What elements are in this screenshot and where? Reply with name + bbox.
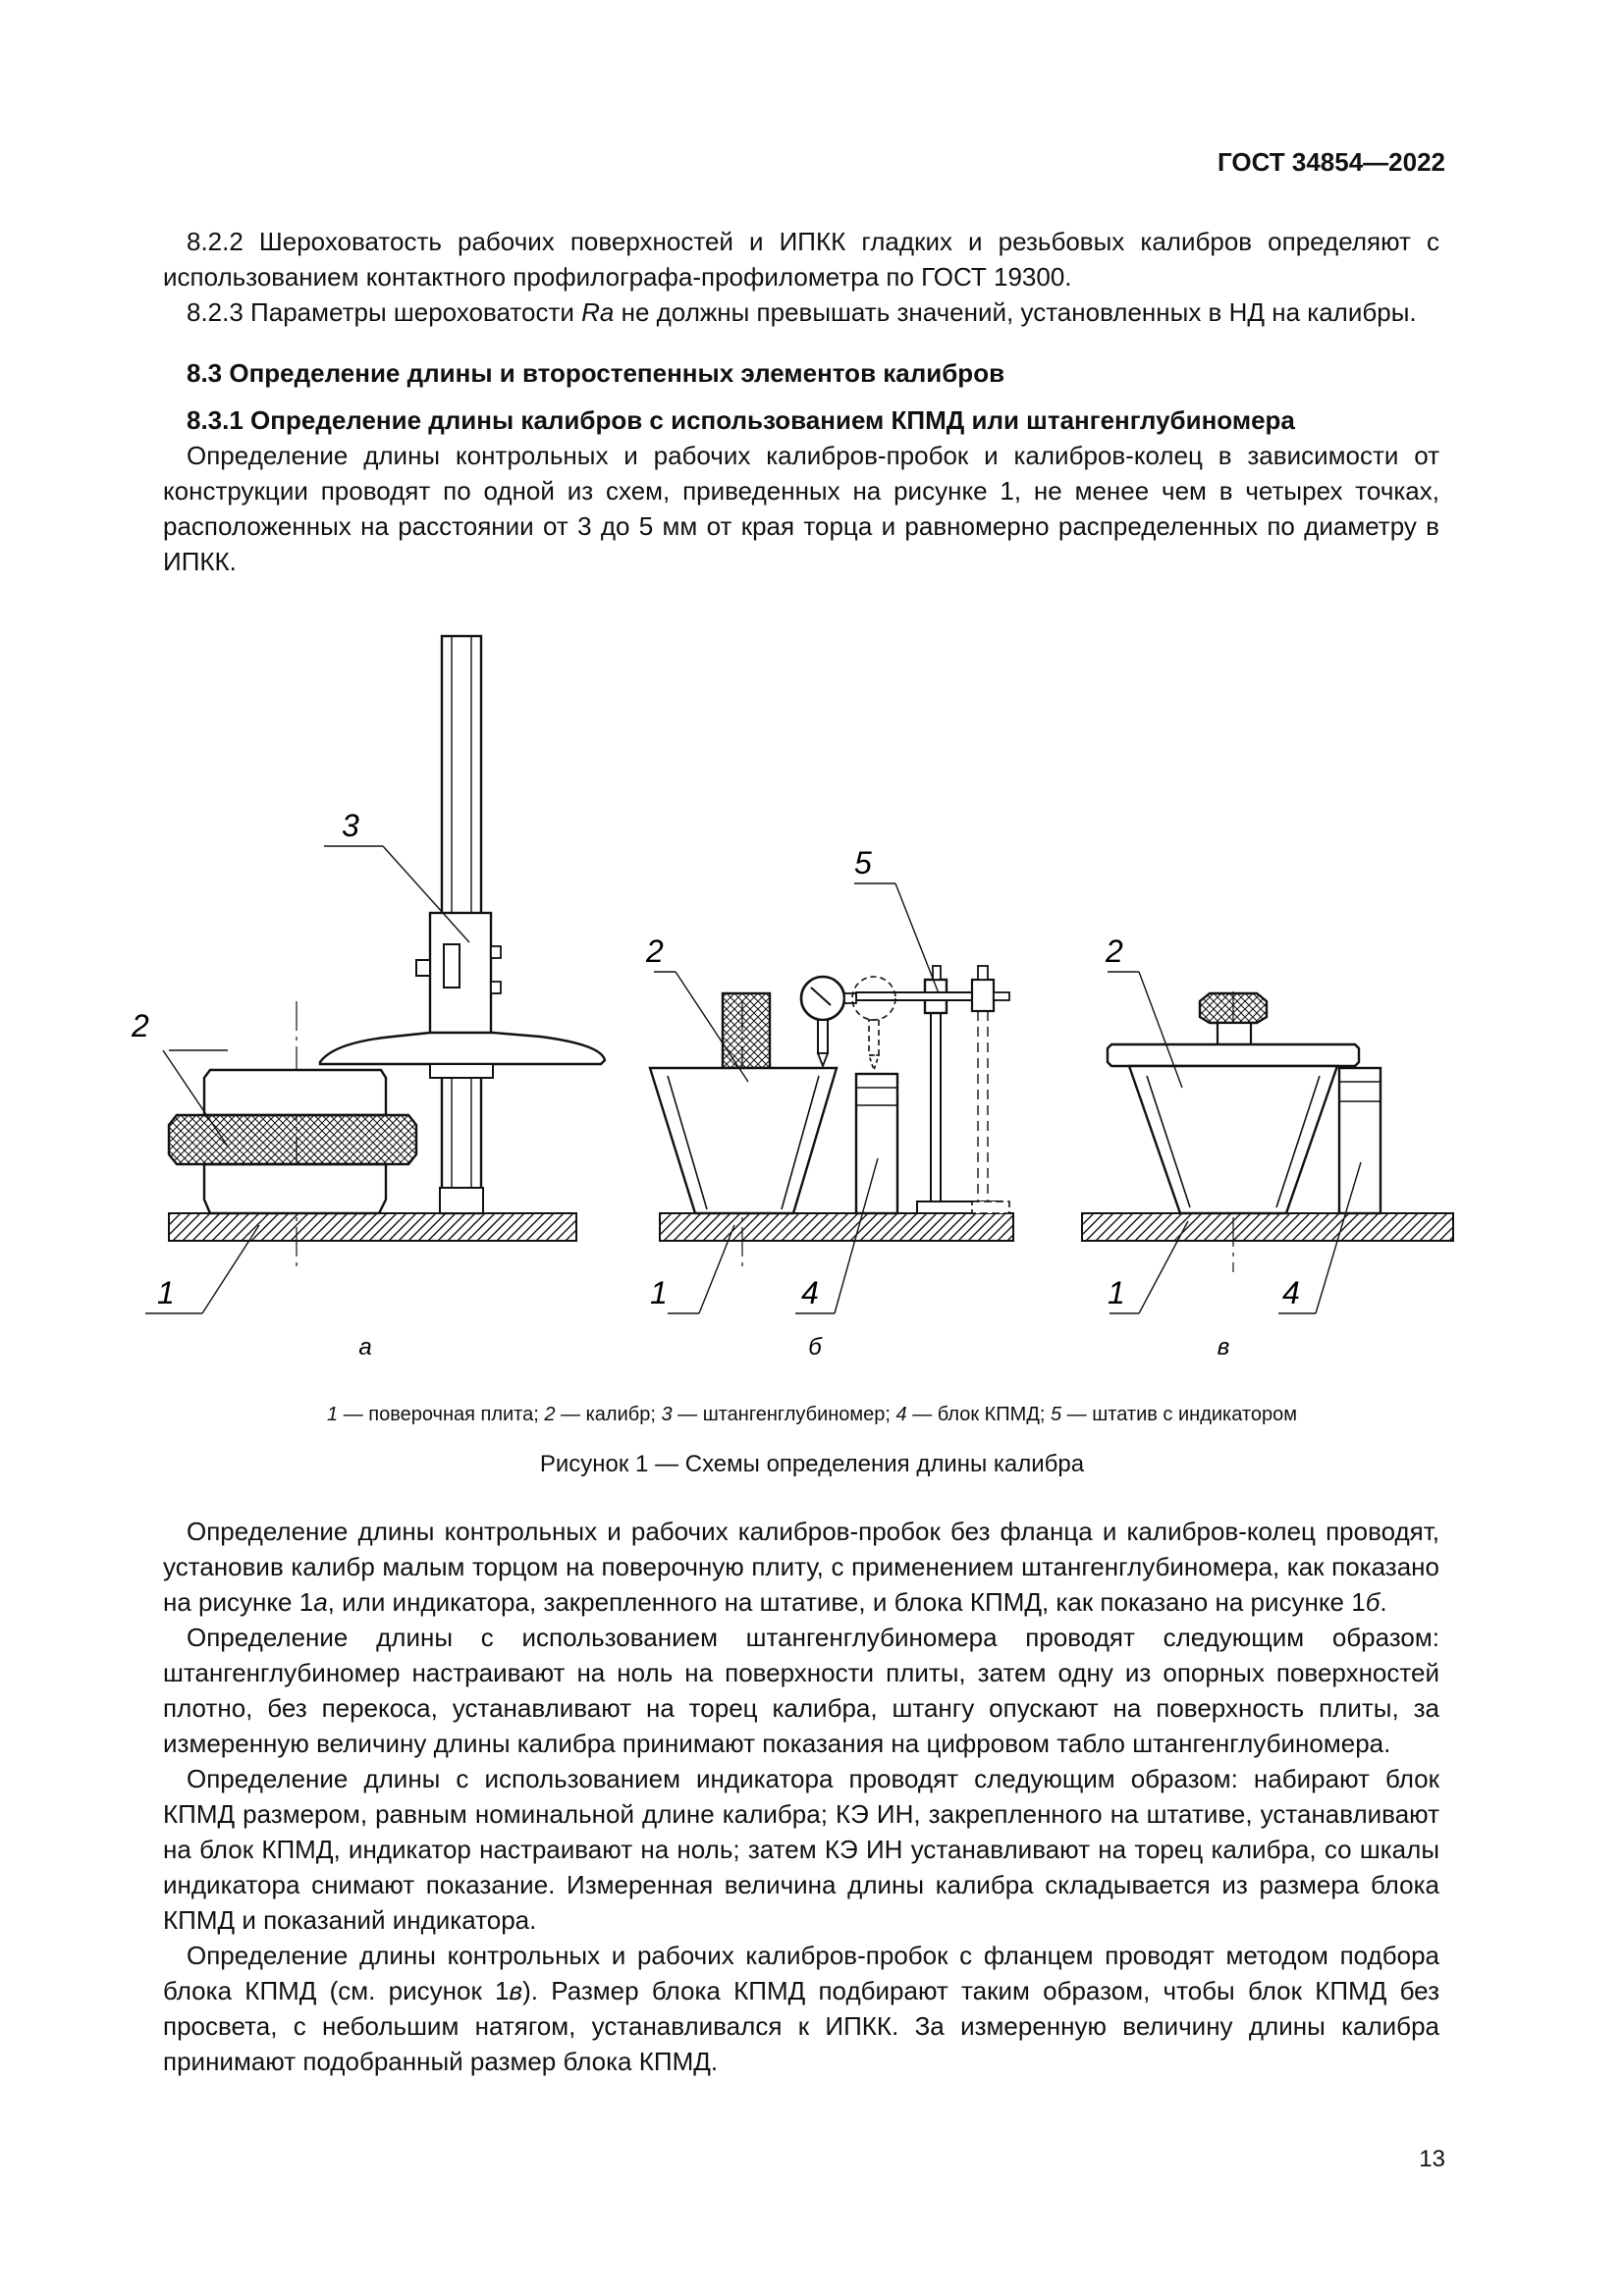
label-b-5: 5 [854,845,872,881]
ring-gauge-a [169,1070,416,1213]
paragraph-without-flange: Определение длины контрольных и рабочих калибров-пробок без фланца и калибров-колец проводят, установив калибр малым торцом на поверочную плиту, с применением штангенглубиномера, как показано на рисунке 1а, или индикатора, закрепленного на штативе, и блока КПМД, как показано на рисунке 1б. [163,1517,1439,1617]
paragraph-8-3-1-intro: Определение длины контрольных и рабочих калибров-пробок и калибров-колец в зависимости от конструкции проводят по одной из схем, приведенных на рисунке 1, не менее чем в четырех точках, расположенных на расстоянии от 3 до 5 мм от края торца и равномерно распределенных по диаметру в ИПКК. [163,441,1439,576]
label-a-3: 3 [342,808,359,843]
surface-plate-a [169,1213,576,1241]
label-c-1: 1 [1108,1275,1125,1310]
label-b-1: 1 [650,1275,668,1310]
text-block-top [163,224,1439,579]
figure-legend: 1 — поверочная плита; 2 — калибр; 3 — штангенглубиномер; 4 — блок КПМД; 5 — штатив с индикатором [327,1404,1297,1425]
scheme-b [645,845,1013,1361]
document-code: ГОСТ 34854—2022 [1218,147,1445,177]
label-c-2: 2 [1106,934,1123,969]
sublabel-b: б [808,1334,822,1361]
scheme-a [131,636,605,1361]
label-b-4: 4 [801,1275,819,1310]
paragraph-with-flange: Определение длины контрольных и рабочих калибров-пробок с фланцем проводят методом подбора блока КПМД (см. рисунок 1в). Размер блока КПМД подбирают таким образом, чтобы блок КПМД без просвета, с небольшим натягом, устанавливался к ИПКК. За измеренную величину длины калибра принимают подобранный размер блока КПМД. [163,1941,1439,2076]
paragraph-8-2-2: 8.2.2 Шероховатость рабочих поверхностей и ИПКК гладких и резьбовых калибров определяют с использованием контактного профилографа-профилометра по ГОСТ 19300. [163,227,1439,292]
sublabel-a: а [358,1334,372,1361]
figure-1-schemes [0,618,1624,1384]
indicator-stand-b [801,966,1009,1213]
plug-gauge-b [650,993,837,1213]
paragraph-indicator-method: Определение длины с использованием индикатора проводят следующим образом: набирают блок КПМД размером, равным номинальной длине калибра; КЭ ИН, закрепленного на штативе, устанавливают на блок КПМД, индикатор настраивают на ноль; затем КЭ ИН устанавливают на торец калибра, со шкалы индикатора снимают показание. Измеренная величина длины калибра складывается из размера блока КПМД и показаний индикатора. [163,1764,1439,1935]
heading-8-3-1: 8.3.1 Определение длины калибров с использованием КПМД или штангенглубиномера [187,405,1295,435]
gauge-block-c [1339,1068,1380,1213]
scheme-c [1082,934,1453,1361]
paragraph-depth-gauge-method: Определение длины с использованием штангенглубиномера проводят следующим образом: штангенглубиномер настраивают на ноль на поверхности плиты, затем одну из опорных поверхностей плотно, без перекоса, устанавливают на торец калибра, штангу опускают на поверхность плиты, за измеренную величину длины калибра принимают показания на цифровом табло штангенглубиномера. [163,1623,1439,1758]
surface-plate-c [1082,1213,1453,1241]
surface-plate-b [660,1213,1013,1241]
text-block-bottom [163,1514,1439,2079]
gauge-block-b [856,1074,897,1213]
label-c-4: 4 [1282,1275,1300,1310]
heading-8-3: 8.3 Определение длины и второстепенных элементов калибров [187,358,1005,388]
flanged-plug-gauge-c [1108,993,1359,1213]
sublabel-c: в [1217,1334,1230,1361]
paragraph-8-2-3: 8.2.3 Параметры шероховатости Ra не должны превышать значений, установленных в НД на калибры. [187,297,1417,327]
label-a-1: 1 [157,1275,175,1310]
page-number: 13 [1419,2146,1445,2172]
label-a-2: 2 [132,1008,149,1043]
figure-caption: Рисунок 1 — Схемы определения длины калибра [539,1451,1085,1477]
label-b-2: 2 [646,934,664,969]
